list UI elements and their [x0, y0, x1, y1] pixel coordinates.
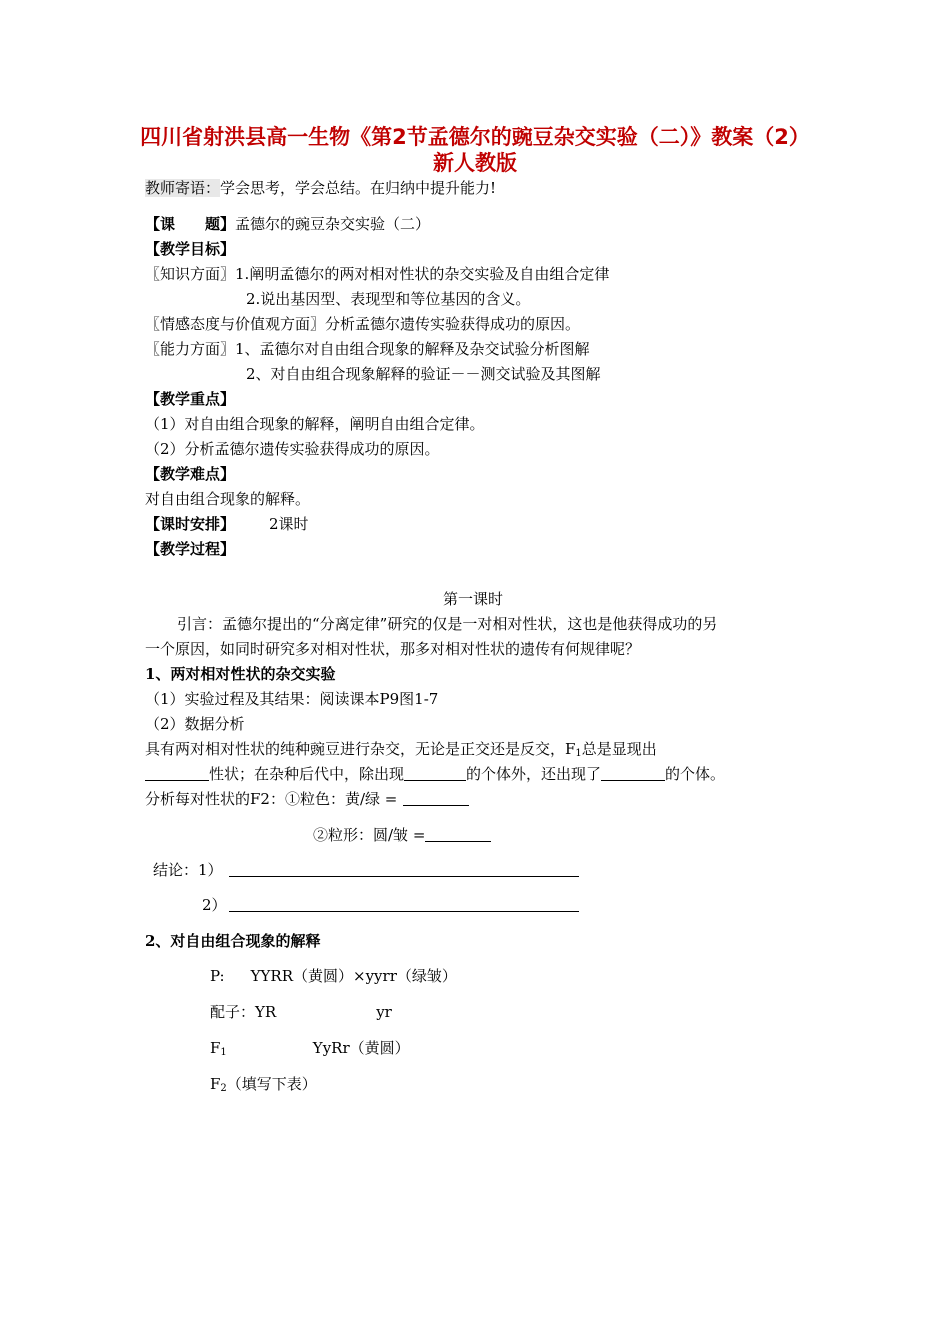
blank-1[interactable]	[145, 766, 209, 781]
knowledge-line-1	[145, 264, 609, 284]
section-1-item-1: （1）实验过程及其结果：阅读课本P9图1-7	[145, 690, 439, 708]
f2-shape-line	[313, 825, 491, 845]
motto-label: 教师寄语：	[145, 179, 221, 197]
f2-text: （填写下表）	[226, 1075, 317, 1093]
schedule-line	[145, 514, 309, 534]
emotion-label: 〖情感态度与价值观方面〗	[145, 315, 326, 333]
blank-2[interactable]	[404, 766, 466, 781]
p-label: P:	[210, 967, 225, 985]
analysis-line-a	[145, 739, 657, 764]
difficulty-heading: 【教学难点】	[145, 465, 236, 483]
emotion-line	[145, 314, 580, 334]
emotion-1: 分析孟德尔遗传实验获得成功的原因。	[325, 315, 581, 333]
key-points-heading: 【教学重点】	[145, 390, 236, 408]
gamete-line	[210, 1002, 392, 1022]
gamete-label: 配子：YR	[210, 1003, 277, 1021]
analysis-b3: 的个体。	[665, 765, 726, 783]
f1-sub: 1	[220, 1047, 227, 1058]
page-title: 四川省射洪县高一生物《第2节孟德尔的豌豆杂交实验（二）》教案（2）新人教版	[140, 125, 810, 175]
key-point-1: （1）对自由组合现象的解释，阐明自由组合定律。	[145, 415, 485, 433]
p-text: YYRR（黄圆）×yyrr（绿皱）	[250, 967, 457, 985]
ability-line-1	[145, 339, 590, 359]
knowledge-line-2: 2.说出基因型、表现型和等位基因的含义。	[246, 290, 531, 308]
analysis-line-b	[145, 764, 725, 784]
intro-line-1: 引言：孟德尔提出的“分离定律”研究的仅是一对相对性状，这也是他获得成功的另	[177, 615, 718, 633]
difficulty-text: 对自由组合现象的解释。	[145, 490, 311, 508]
f2-shape-text: ②粒形：圆/皱 =	[313, 826, 426, 844]
blank-3[interactable]	[601, 766, 665, 781]
topic-label: 【课 题】	[145, 215, 236, 233]
f1-line	[210, 1038, 410, 1063]
section-2-heading: 2、对自由组合现象的解释	[145, 932, 321, 950]
analysis-a-end: 总是显现出	[581, 740, 657, 758]
f2-line	[210, 1074, 317, 1099]
schedule-text: 2课时	[269, 515, 309, 533]
analysis-b2: 的个体外，还出现了	[466, 765, 602, 783]
blank-color-ratio[interactable]	[403, 791, 469, 806]
teacher-motto	[145, 178, 496, 198]
knowledge-label: 〖知识方面〗	[145, 265, 236, 283]
conclusion-1-line[interactable]	[229, 876, 579, 877]
ability-line-2: 2、对自由组合现象解释的验证－－测交试验及其图解	[246, 365, 601, 383]
ability-label: 〖能力方面〗	[145, 340, 236, 358]
intro-line-2: 一个原因，如同时研究多对相对性状，那多对相对性状的遗传有何规律呢？	[145, 640, 641, 658]
process-heading: 【教学过程】	[145, 540, 236, 558]
topic-line	[145, 214, 430, 234]
section-1-heading: 1、两对相对性状的杂交实验	[145, 665, 336, 683]
f2-label: F	[210, 1075, 221, 1093]
analysis-a-sub: 1	[575, 748, 582, 759]
motto-text: 学会思考，学会总结。在归纳中提升能力!	[220, 179, 497, 197]
f2-color-text: 分析每对性状的F2：①粒色：黄/绿 =	[145, 790, 398, 808]
f2-sub: 2	[220, 1083, 227, 1094]
ability-1: 1、孟德尔对自由组合现象的解释及杂交试验分析图解	[235, 340, 590, 358]
analysis-b1: 性状；在杂种后代中，除出现	[209, 765, 405, 783]
section-1-item-2: （2）数据分析	[145, 715, 245, 733]
p-line	[210, 966, 457, 986]
conclusion-2-line[interactable]	[229, 911, 579, 912]
f1-text: YyRr（黄圆）	[312, 1039, 410, 1057]
key-point-2: （2）分析孟德尔遗传实验获得成功的原因。	[145, 440, 440, 458]
conclusion-label: 结论：1）	[153, 861, 223, 879]
lesson-title: 第一课时	[443, 590, 504, 608]
knowledge-1: 1.阐明孟德尔的两对相对性状的杂交实验及自由组合定律	[235, 265, 610, 283]
schedule-heading: 【课时安排】	[145, 515, 236, 533]
blank-shape-ratio[interactable]	[425, 827, 491, 842]
f2-color-line	[145, 789, 469, 809]
conclusion-2-label: 2）	[202, 896, 227, 914]
gamete-2: yr	[376, 1003, 392, 1021]
topic-text: 孟德尔的豌豆杂交实验（二）	[235, 215, 431, 233]
analysis-a-text: 具有两对相对性状的纯种豌豆进行杂交，无论是正交还是反交，F	[145, 740, 576, 758]
f1-label: F	[210, 1039, 221, 1057]
goals-heading: 【教学目标】	[145, 240, 236, 258]
